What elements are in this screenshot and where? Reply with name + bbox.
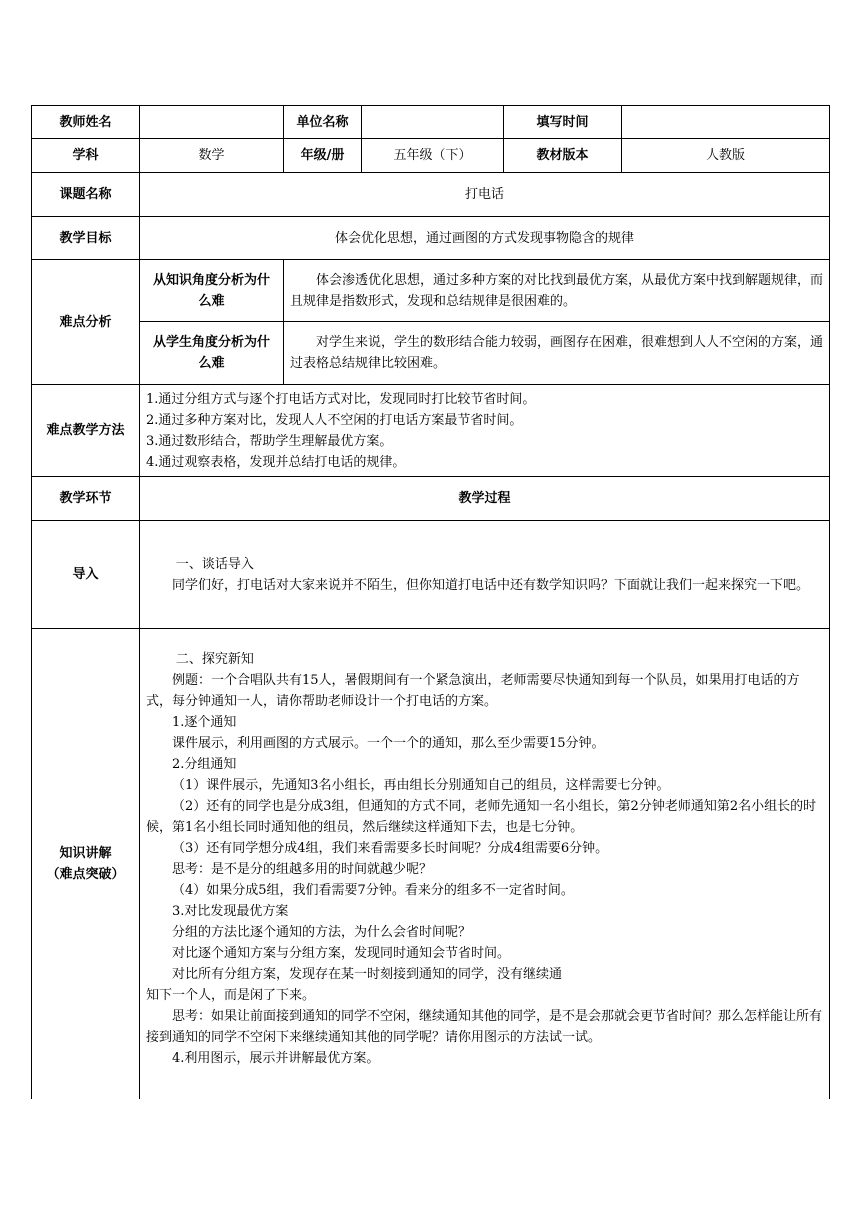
subject-value: 数学	[140, 139, 284, 173]
process-label: 教学过程	[140, 477, 830, 521]
teacher-name-value	[140, 106, 284, 139]
stage-label: 教学环节	[32, 477, 140, 521]
knowledge-line: （4）如果分成5组，我们看需要7分钟。看来分的组多不一定省时间。	[172, 883, 574, 898]
fill-date-value	[622, 106, 830, 139]
intro-label: 导入	[32, 521, 140, 629]
methods-label: 难点教学方法	[32, 385, 140, 477]
intro-row	[32, 521, 830, 629]
topic-row	[32, 173, 830, 217]
difficulty-row-student	[32, 322, 830, 385]
knowledge-line: 对比逐个通知方案与分组方案，发现同时通知会节省时间。	[172, 946, 511, 961]
teacher-name-label: 教师姓名	[32, 106, 140, 139]
knowledge-line: 二、探究新知	[175, 652, 254, 667]
subject-label: 学科	[32, 139, 140, 173]
knowledge-label-cell	[32, 629, 140, 1099]
grade-value: 五年级（下）	[362, 139, 504, 173]
knowledge-line: （1）课件展示，先通知3名小组长，再由组长分别通知自己的组员，这样需要七分钟。	[172, 778, 670, 793]
student-angle-label: 从学生角度分析为什么难	[140, 322, 284, 385]
knowledge-line: 4.利用图示，展示并讲解最优方案。	[172, 1051, 380, 1066]
knowledge-angle-text: 体会渗透优化思想，通过多种方案的对比找到最优方案，从最优方案中找到解题规律，而且规律是指数形式，发现和总结规律是很困难的。	[284, 260, 830, 322]
methods-row	[32, 385, 830, 477]
goal-value: 体会优化思想，通过画图的方式发现事物隐含的规律	[140, 217, 830, 260]
intro-content	[140, 521, 830, 629]
intro-heading: 一、谈话导入	[175, 556, 254, 572]
knowledge-line: 例题：一个合唱队共有15人，暑假期间有一个紧急演出，老师需要尽快通知到每一个队员，如果用打电话的方式，每分钟通知一人，请你帮助老师设计一个打电话的方案。	[146, 673, 800, 709]
knowledge-line: 思考：如果让前面接到通知的同学不空闲，继续通知其他的同学，是不是会那就会更节省时间？那么怎样能让所有接到通知的同学不空闲下来继续通知其他的同学呢？请你用图示的方法试一试。	[146, 1009, 823, 1045]
lesson-plan-table	[31, 105, 830, 1099]
unit-name-value	[362, 106, 504, 139]
knowledge-row	[32, 629, 830, 1099]
knowledge-line: 1.逐个通知	[172, 715, 237, 730]
knowledge-label: 知识讲解	[59, 845, 112, 861]
methods-item: 1.通过分组方式与逐个打电话方式对比，发现同时打比较节省时间。	[146, 391, 536, 407]
knowledge-line: 分组的方法比逐个通知的方法，为什么会省时间呢？	[172, 925, 472, 940]
methods-item: 3.通过数形结合，帮助学生理解最优方案。	[146, 433, 393, 449]
knowledge-line: 思考：是不是分的组越多用的时间就越少呢？	[172, 862, 433, 877]
unit-name-label: 单位名称	[284, 106, 362, 139]
difficulty-row-knowledge	[32, 260, 830, 322]
goal-label: 教学目标	[32, 217, 140, 260]
goal-row	[32, 217, 830, 260]
knowledge-line: 3.对比发现最优方案	[172, 904, 289, 919]
edition-label: 教材版本	[504, 139, 622, 173]
knowledge-line: （3）还有同学想分成4组，我们来看需要多长时间呢？分成4组需要6分钟。	[172, 841, 609, 856]
methods-list	[140, 385, 830, 477]
difficulty-label: 难点分析	[32, 260, 140, 385]
knowledge-sublabel: （难点突破）	[46, 866, 125, 882]
grade-label: 年级/册	[284, 139, 362, 173]
methods-item: 2.通过多种方案对比，发现人人不空闲的打电话方案最节省时间。	[146, 412, 523, 428]
process-header-row	[32, 477, 830, 521]
fill-date-label: 填写时间	[504, 106, 622, 139]
lesson-plan-sheet	[31, 105, 829, 1099]
header-row	[32, 106, 830, 139]
student-angle-text: 对学生来说，学生的数形结合能力较弱，画图存在困难，很难想到人人不空闲的方案，通过表格总结规律比较困难。	[284, 322, 830, 385]
knowledge-line: 课件展示，利用画图的方式展示。一个一个的通知，那么至少需要15分钟。	[172, 736, 605, 751]
knowledge-line: 对比所有分组方案，发现存在某一时刻接到通知的同学，没有继续通	[172, 967, 563, 982]
knowledge-angle-label: 从知识角度分析为什么难	[140, 260, 284, 322]
edition-value: 人教版	[622, 139, 830, 173]
methods-item: 4.通过观察表格，发现并总结打电话的规律。	[146, 454, 406, 470]
intro-paragraph: 同学们好，打电话对大家来说并不陌生，但你知道打电话中还有数学知识吗？下面就让我们一起来探究一下吧。	[172, 577, 810, 593]
knowledge-content	[140, 629, 830, 1099]
knowledge-line: （2）还有的同学也是分成3组，但通知的方式不同，老师先通知一名小组长，第2分钟老师通知第2名小组长的时候，第1名小组长同时通知他的组员，然后继续这样通知下去，也是七分钟。	[146, 799, 817, 835]
subject-row	[32, 139, 830, 173]
topic-value: 打电话	[140, 173, 830, 217]
knowledge-line: 知下一个人，而是闲了下来。	[146, 988, 316, 1003]
knowledge-line: 2.分组通知	[172, 757, 237, 772]
topic-label: 课题名称	[32, 173, 140, 217]
